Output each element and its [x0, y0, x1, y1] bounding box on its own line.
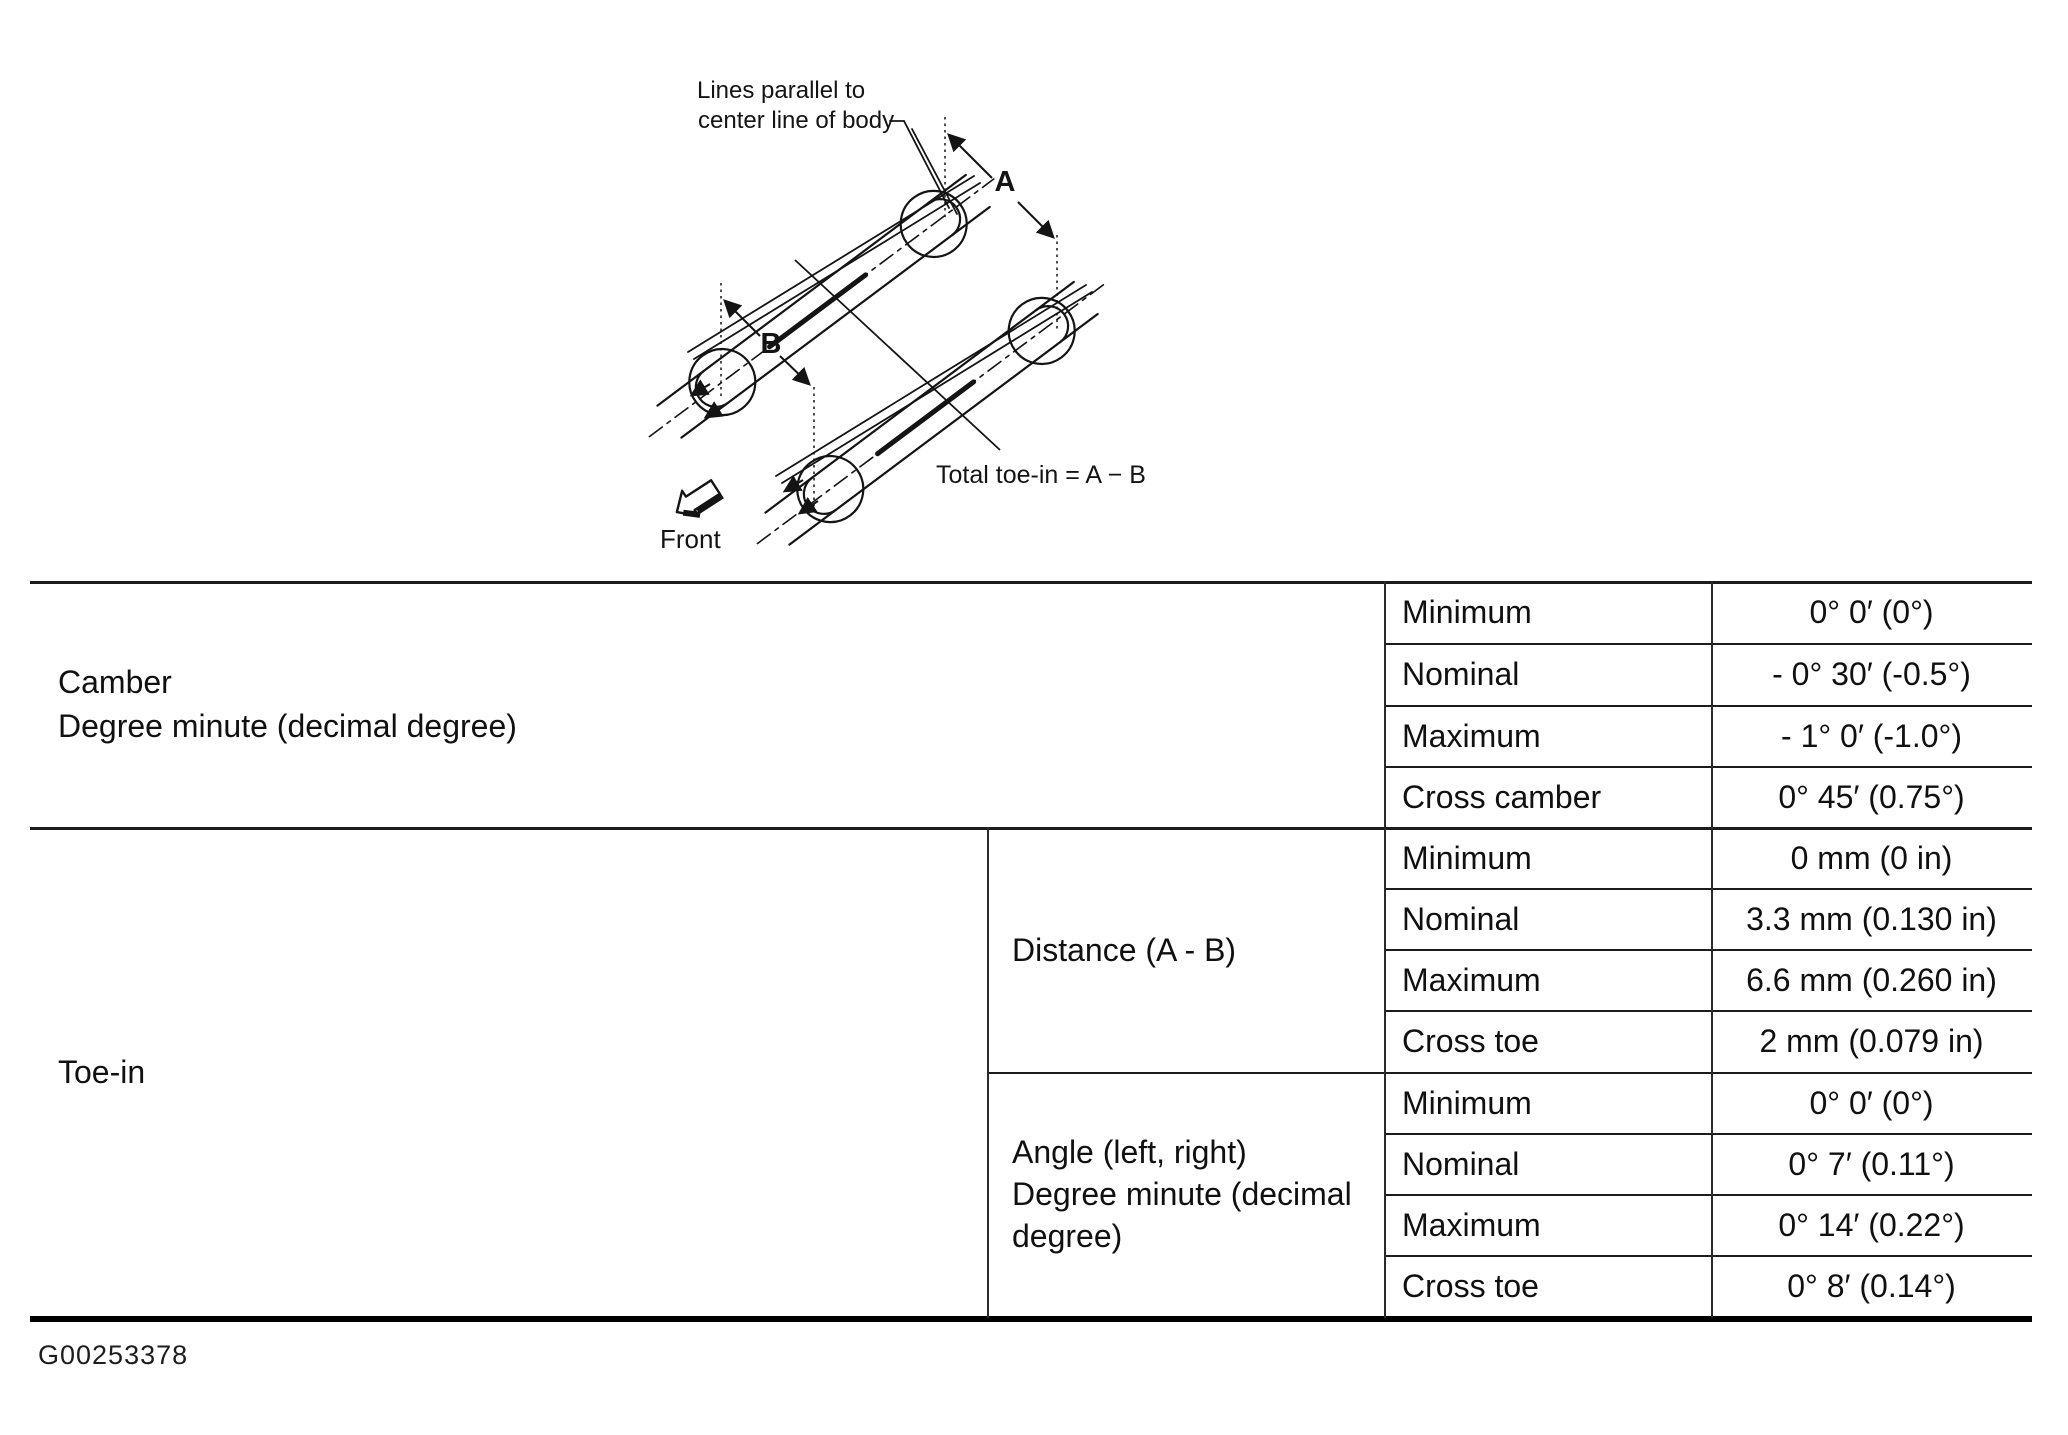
toe-in-diagram [640, 50, 1360, 580]
body-centerline-parallel-lines [688, 176, 1092, 483]
spec-row-name: Cross camber [1402, 779, 1602, 815]
spec-row-name: Cross toe [1402, 1268, 1539, 1304]
parallel-lines-label-line1: Lines parallel to [697, 77, 866, 104]
spec-row-name: Maximum [1402, 1207, 1541, 1243]
spec-row-name: Nominal [1402, 1146, 1520, 1182]
camber-section-label [58, 581, 958, 827]
spec-row-name: Minimum [1402, 594, 1532, 630]
total-toe-in-label: Total toe-in = A − B [936, 461, 1146, 489]
name-column-divider [1384, 581, 1386, 1318]
distance-subsection-label: Distance (A - B) [1012, 931, 1237, 968]
spec-row-value: 0° 0′ (0°) [1809, 594, 1934, 630]
camber-label-line1: Camber [58, 664, 172, 700]
spec-row-value: 0° 7′ (0.11°) [1788, 1146, 1955, 1182]
parallel-lines-label-line2: center line of body [698, 107, 895, 134]
spec-row-value: 0° 45′ (0.75°) [1778, 779, 1965, 815]
spec-row-value: 0° 0′ (0°) [1809, 1085, 1934, 1121]
spec-row-name: Minimum [1402, 1085, 1532, 1121]
camber-label-line2: Degree minute (decimal degree) [58, 708, 517, 744]
spec-row-name: Maximum [1402, 962, 1541, 998]
tire-bulge [784, 443, 876, 535]
dimension-b-label: B [760, 328, 782, 360]
spec-row-name: Maximum [1402, 718, 1541, 754]
tire-left-illustration [640, 153, 1014, 463]
spec-row-name: Cross toe [1402, 1023, 1539, 1059]
spec-row-name: Nominal [1402, 901, 1520, 937]
spec-row-value: 0° 14′ (0.22°) [1778, 1207, 1965, 1243]
spec-row-value: - 0° 30′ (-0.5°) [1772, 656, 1971, 692]
spec-row-name: Minimum [1402, 840, 1532, 876]
toe-in-section-label: Toe-in [58, 1053, 146, 1090]
spec-row-value: 0 mm (0 in) [1790, 840, 1953, 876]
total-toe-in-leader [795, 260, 1000, 450]
spec-row-value: 3.3 mm (0.130 in) [1746, 901, 1997, 937]
angle-subsection-label [1012, 1072, 1382, 1316]
tire-right-illustration [738, 257, 1126, 570]
front-label: Front [660, 524, 721, 554]
front-arrow-icon [669, 474, 725, 525]
spec-row-value: 6.6 mm (0.260 in) [1746, 962, 1997, 998]
angle-label-line2: Degree minute (decimal [1012, 1176, 1352, 1212]
figure-id: G00253378 [38, 1340, 189, 1370]
spec-row-value: 0° 8′ (0.14°) [1787, 1268, 1956, 1304]
angle-label-line3: degree) [1012, 1218, 1123, 1254]
spec-row-value: 2 mm (0.079 in) [1759, 1023, 1984, 1059]
spec-row-value: - 1° 0′ (-1.0°) [1781, 718, 1962, 754]
spec-row-name: Nominal [1402, 656, 1520, 692]
dimension-a-label: A [994, 166, 1016, 198]
angle-label-line1: Angle (left, right) [1012, 1134, 1247, 1170]
toe-label-column-divider [987, 827, 989, 1318]
